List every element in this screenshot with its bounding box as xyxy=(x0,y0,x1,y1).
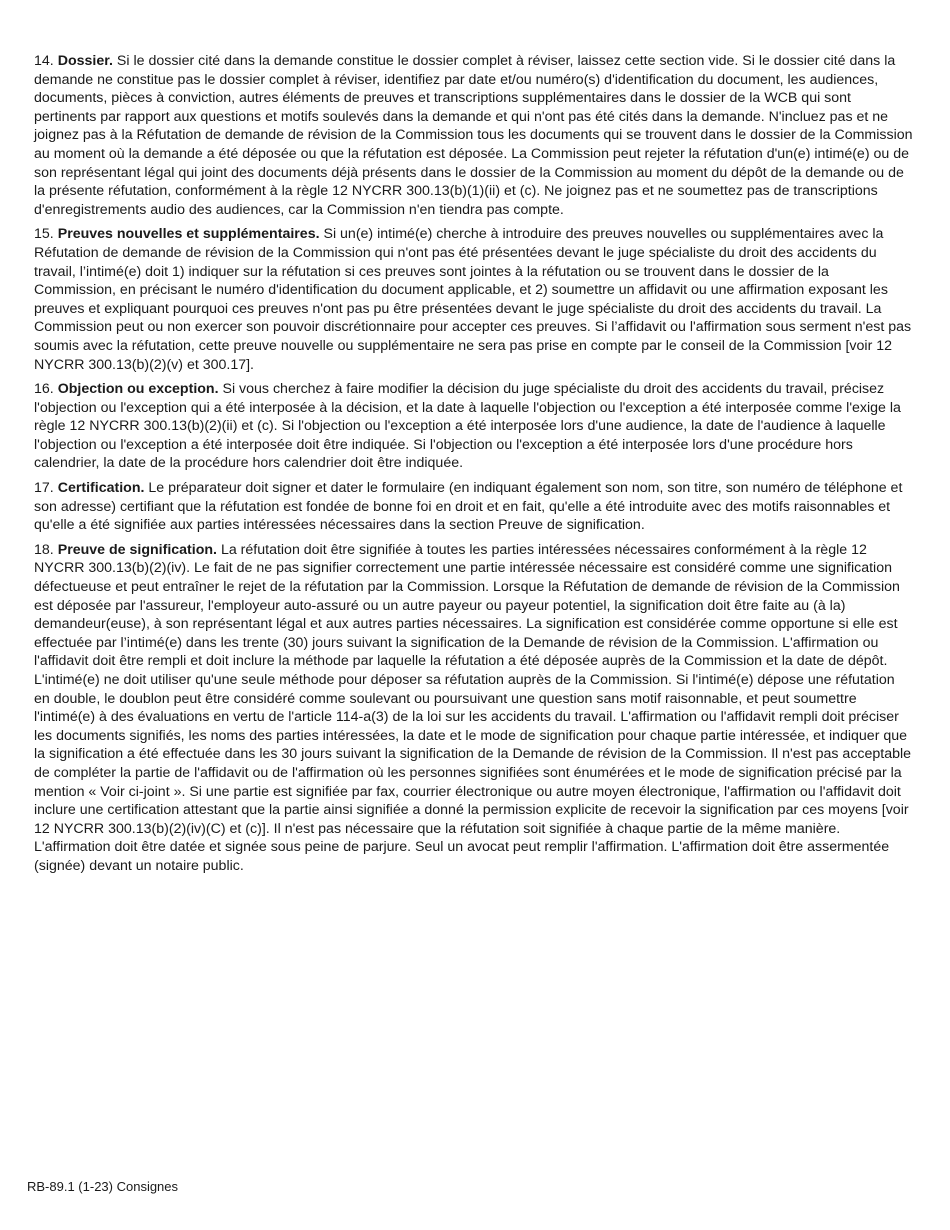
section-heading: Objection ou exception. xyxy=(57,381,219,398)
section-text: Si vous cherchez à faire modifier la décision du juge spécialiste du droit des accidents du travail, précisez l'objection ou l'exception qui a été interposée à la décision, et la date à laquelle l'objection ou l'exception a été interposée comme l'exige la règle 12 NYCRR 300.13(b)(2)(ii) et (c). Si l'objection ou l'exception a été interposée lors d'une audience, la date de l'audience à laquelle l'objection ou l'exception a été interposée doit être indiquée. Si l'objection ou l'exception a été interposée lors d'une procédure hors calendrier, la date de la procédure hors calendrier doit être indiquée. xyxy=(34,381,901,472)
section-16 xyxy=(34,380,914,473)
section-18 xyxy=(34,541,914,876)
section-number: 16. xyxy=(34,381,54,398)
section-number: 18. xyxy=(34,541,54,558)
section-heading: Preuves nouvelles et supplémentaires. xyxy=(57,226,320,243)
section-14 xyxy=(34,52,914,219)
section-15 xyxy=(34,225,914,374)
instructions-body xyxy=(34,52,914,882)
section-number: 15. xyxy=(34,226,54,243)
section-number: 17. xyxy=(34,480,54,497)
section-text: Si un(e) intimé(e) cherche à introduire des preuves nouvelles ou supplémentaires avec la Réfutation de demande de révision de la Commission qui n'ont pas été présentées devant le juge spécialiste du droit des accidents du travail, l’intimé(e) doit 1) indiquer sur la réfutation si ces preuves sont jointes à la réfutation ou se trouvent dans le dossier de la Commission, en précisant le numéro d'identification du document applicable, et 2) soumettre un affidavit ou une affirmation exposant les preuves et expliquant pourquoi ces preuves n'ont pas pu être présentées devant le juge spécialiste du droit des accidents du travail. La Commission peut ou non exercer son pouvoir discrétionnaire pour accepter ces preuves. Si l’affidavit ou l'affirmation sous serment n'est pas soumis avec la réfutation, cette preuve nouvelle ou supplémentaire ne sera pas prise en compte par le conseil de la Commission [voir 12 NYCRR 300.13(b)(2)(v) et 300.17]. xyxy=(34,226,912,373)
section-heading: Dossier. xyxy=(57,53,113,69)
section-text: La réfutation doit être signifiée à toutes les parties intéressées nécessaires conformément à la règle 12 NYCRR 300.13(b)(2)(iv). Le fait de ne pas signifier correctement une partie intéressée nécessaire est considéré comme une signification défectueuse et peut entraîner le rejet de la réfutation par la Commission. Lorsque la Réfutation de demande de révision de la Commission est déposée par l'assureur, l'employeur auto-assuré ou un autre payeur ou payeur potentiel, la signification doit être faite au (à la) demandeur(euse), à son représentant légal et aux autres parties nécessaires. La signification est considérée comme opportune si elle est effectuée par l’intimé(e) dans les trente (30) jours suivant la signification de la Demande de révision de la Commission. L'affirmation ou l'affidavit doit être rempli et doit inclure la méthode par laquelle la réfutation a été déposée auprès de la Commission et la date de dépôt. L'intimé(e) ne doit utiliser qu'une seule méthode pour déposer sa réfutation auprès de la Commission. Si l'intimé(e) dépose une réfutation en double, le doublon peut être considéré comme soulevant ou poursuivant une question sans motif raisonnable, et peut soumettre l'intimé(e) à des évaluations en vertu de l'article 114-a(3) de la loi sur les accidents du travail. L'affirmation ou l'affidavit rempli doit préciser les documents signifiés, les noms des parties intéressées, la date et le mode de signification pour chaque partie intéressée, et indiquer que la signification a été effectuée dans les 30 jours suivant la signification de la Demande de révision de la Commission. Il n'est pas acceptable de compléter la partie de l'affidavit ou de l'affirmation où les personnes signifiées sont énumérées et le mode de signification précisé par la mention « Voir ci-joint ». Si une partie est signifiée par fax, courrier électronique ou autre moyen électronique, l'affirmation ou l'affidavit doit inclure une certification attestant que la partie ainsi signifiée a donné la permission explicite de recevoir la signification par ces moyens [voir 12 NYCRR 300.13(b)(2)(iv)(C) et (c)]. Il n'est pas nécessaire que la réfutation soit signifiée à chaque partie de la même manière. L'affirmation doit être datée et signée sous peine de parjure. Seul un avocat peut remplir l'affirmation. L'affirmation doit être assermentée (signée) devant un notaire public. xyxy=(34,541,912,874)
section-17 xyxy=(34,479,914,535)
form-footer: RB-89.1 (1-23) Consignes xyxy=(27,1179,179,1194)
section-text: Si le dossier cité dans la demande constitue le dossier complet à réviser, laissez cette section vide. Si le dossier cité dans la demande ne constitue pas le dossier complet à réviser, identifiez par date et/ou numéro(s) d'identification du document, les audiences, documents, pièces à conviction, autres éléments de preuves et transcriptions supplémentaires dans le dossier de la WCB qui sont pertinents par rapport aux questions et motifs soulevés dans la demande et qui n'ont pas été cités dans la demande. N'incluez pas et ne joignez pas à la Réfutation de demande de révision de la Commission tous les documents qui se trouvent dans le dossier de la Commission au moment où la demande a été déposée ou que la réfutation est déposée. La Commission peut rejeter la réfutation d'un(e) intimé(e) ou de son représentant légal qui joint des documents déjà présents dans le dossier de la Commission au moment du dépôt de la demande ou de la présente réfutation, conformément à la règle 12 NYCRR 300.13(b)(1)(ii) et (c). Ne joignez pas et ne soumettez pas de transcriptions d'enregistrements audio des audiences, car la Commission n'en tiendra pas compte. xyxy=(34,53,913,218)
section-text: Le préparateur doit signer et dater le formulaire (en indiquant également son nom, son titre, son numéro de téléphone et son adresse) certifiant que la réfutation est fondée de bonne foi en droit et en fait, qu'elle a été introduite avec des motifs raisonnables et qu'elle a été signifiée aux parties intéressées nécessaires dans la section Preuve de signification. xyxy=(34,480,903,534)
section-heading: Preuve de signification. xyxy=(57,541,217,558)
section-number: 14. xyxy=(34,53,54,69)
section-heading: Certification. xyxy=(57,480,145,497)
